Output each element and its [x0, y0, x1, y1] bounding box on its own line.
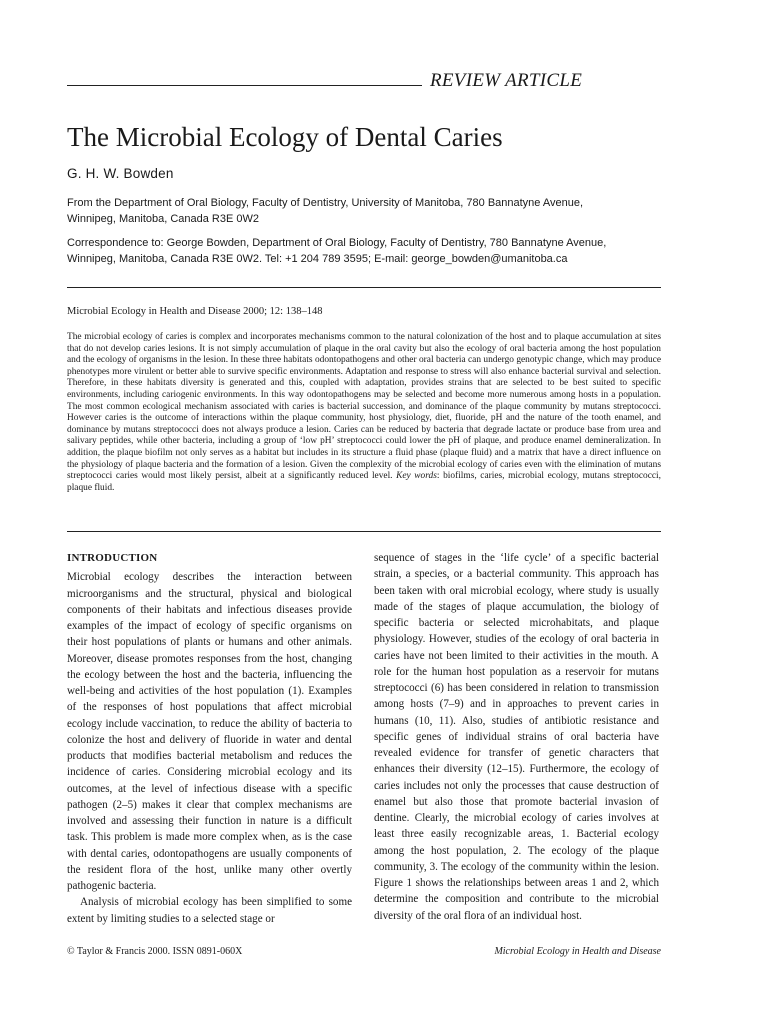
paragraph: sequence of stages in the ‘life cycle’ of a specific bacterial strain, a species, or a bacterial community. This approach has been taken with oral microbial ecology, where study is usually made of the stages of plaque accumulation, the biology of specific bacteria or selected microhabitats, and plaque physiology. However, studies of the ecology of oral bacteria in caries have not been limited to their activities in the mouth. A role for the human host population as a reservoir for mutans streptococci (6) has been considered in relation to transmission among hosts (7–9) and in approaches to prevent caries in humans (10, 11). Also, studies of antibiotic resistance and specific genes of individual strains of oral bacteria have revealed evidence for transfer of genetic characters that enhances their diversity (12–15). Furthermore, the ecology of caries includes not only the processes that cause destruction of enamel but also those that promote bacterial invasion of dentine. Clearly, the microbial ecology of caries involves at least three easily recognizable areas, 1. Bacterial ecology among the host population, 2. The ecology of the plaque community, 3. The ecology of the community within the lesion. Figure 1 shows the relationships between areas 1 and 2, which determine the composition and contribute to the microbial diversity of the oral flora of an individual host.	[374, 552, 659, 922]
abstract-text: The microbial ecology of caries is complex and incorporates mechanisms common to the natural colonization of the host and to plaque accumulation at sites that do not develop caries lesions. It is not simply accumulation of plaque in the oral cavity but also the ecology of oral bacteria among the host population and the ecology of organisms in the lesion. In these three habitats odontopathogens and other oral bacteria can undergo genotypic change, which may produce phenotypes more virulent or better able to survive specific environments. Adaptation and response to stress will also enhance bacterial survival and selection. Therefore, in these habitats diversity is generated and this, coupled with adaptation, provides strains that are selected to be best suited to specific environments, including cariogenic environments. In this way odontopathogens may be selected and become more numerous among hosts in a population. The most common ecological mechanism associated with caries is bacterial succession, and dominance of the plaque community by mutans streptococci. However caries is the outcome of interactions within the plaque community, host physiology, diet, fluoride, pH and the nature of the tooth enamel, and dominance by mutans streptococci does not always produce a lesion. Caries can be reduced by bacteria that degrade lactate or produce base from urea and salivary peptides, while other bacteria, including a group of ‘low pH’ streptococci could lower the pH of plaque, and produce enamel demineralization. In addition, the plaque biofilm not only serves as a habitat but includes in its structure a fluid phase (plaque fluid) and a matrix that have a direct influence on the physiology of plaque bacteria and the formation of a lesion. Given the complexity of the microbial ecology of caries even with the elimination of mutans streptococci caries would most likely persist, albeit at a significantly reduced level.	[67, 332, 661, 482]
section-label: REVIEW ARTICLE	[430, 70, 583, 91]
divider-abstract	[67, 531, 661, 532]
keywords-label: Key words	[396, 471, 437, 482]
author-name: G. H. W. Bowden	[67, 166, 174, 181]
affiliation	[67, 195, 667, 227]
journal-name: Microbial Ecology in Health and Disease	[494, 946, 661, 957]
abstract	[67, 332, 661, 494]
correspondence-line: Correspondence to: George Bowden, Department of Oral Biology, Faculty of Dentistry, 780 Bannatyne Avenue,	[67, 237, 607, 249]
correspondence	[67, 235, 667, 267]
body-column-right	[374, 550, 659, 924]
copyright: © Taylor & Francis 2000. ISSN 0891-060X	[67, 946, 243, 957]
paragraph: Microbial ecology describes the interaction between microorganisms and the structural, physical and biological components of their habitats and infectious diseases provide examples of the impact of ecology of specific organisms on their host populations of plants or humans and other animals. Moreover, disease promotes responses from the host, changing the ecology between the host and the bacteria, influencing the well-being and activities of the host population (1). Examples of the responses of host populations that affect microbial ecology include vaccination, to reduce the ability of bacteria to colonize the host and delivery of fluoride in water and dental products that modifies bacterial metabolism and reduces the incidence of caries. Considering microbial ecology and its outcomes, at the level of infectious disease with a specific pathogen (2–5) makes it clear that complex mechanisms are involved and assessing their function in nature is a difficult task. This problem is made more complex when, as is the case with dental caries, odontopathogens are usually components of the resident flora of the host, unlike many other overtly pathogenic bacteria.	[67, 571, 352, 892]
keywords: : biofilms, caries, microbial ecology, mutans streptococci, plaque fluid.	[67, 471, 661, 493]
article-title: The Microbial Ecology of Dental Caries	[67, 122, 503, 152]
section-heading: INTRODUCTION	[67, 552, 158, 564]
correspondence-line: Winnipeg, Manitoba, Canada R3E 0W2. Tel: +1 204 789 3595; E-mail: george_bowden@umanitoba.ca	[67, 253, 568, 265]
header-rule	[67, 85, 422, 86]
divider-top	[67, 287, 661, 288]
affiliation-line: Winnipeg, Manitoba, Canada R3E 0W2	[67, 213, 259, 225]
paragraph: Analysis of microbial ecology has been simplified to some extent by limiting studies to a selected stage or	[67, 896, 352, 925]
journal-citation: Microbial Ecology in Health and Disease 2000; 12: 138–148	[67, 306, 323, 317]
body-column-left	[67, 550, 352, 927]
affiliation-line: From the Department of Oral Biology, Faculty of Dentistry, University of Manitoba, 780 Bannatyne Avenue,	[67, 197, 584, 209]
